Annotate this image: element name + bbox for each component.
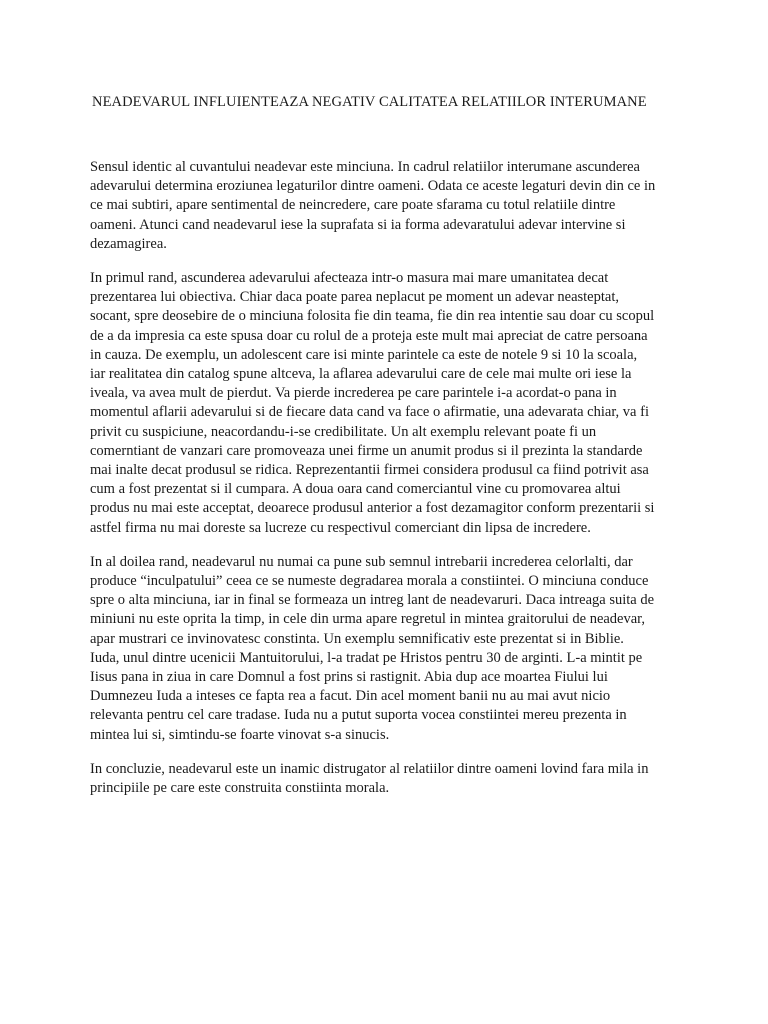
text-line: in cauza. De exemplu, un adolescent care isi minte parintele ca este de notele 9 si 10 la scoala, (90, 346, 638, 363)
text-line: produce “inculpatului” ceea ce se numeste degradarea morala a constiintei. O minciuna conduce (90, 573, 649, 590)
text-line: apar mustrari ce invinovatesc constinta. Un exemplu semnificativ este prezentat si in Biblie. (90, 630, 624, 647)
text-line: Dumnezeu Iuda a inteses ce fapta rea a facut. Din acel moment banii nu au mai avut nicio (90, 688, 611, 705)
text-line: In concluzie, neadevarul este un inamic distrugator al relatiilor dintre oameni lovind fara mila in (90, 760, 649, 777)
text-line: adevarului determina eroziunea legaturilor dintre oameni. Odata ce aceste legaturi devin din ce in (90, 178, 656, 195)
text-line: iveala, va avea mult de pierdut. Va pierde increderea pe care parintele i-a acordat-o pana in (90, 385, 617, 402)
text-line: principiile pe care este construita constiinta morala. (90, 780, 390, 797)
text-line: In primul rand, ascunderea adevarului afecteaza intr-o masura mai mare umanitatea decat (90, 270, 609, 287)
document-body (90, 158, 682, 813)
text-line: mintea lui si, simtindu-se foarte vinovat s-a sinucis. (90, 726, 390, 743)
text-line: astfel firma nu mai doreste sa lucreze cu respectivul comerciant din lipsa de incredere. (90, 519, 591, 536)
text-line: momentul aflarii adevarului si de fiecare data cand va face o afirmatie, una adevarata chiar, va fi (90, 404, 649, 421)
paragraph-first-argument (90, 269, 682, 538)
paragraph-second-argument (90, 553, 682, 745)
text-line: miniuni nu este oprita la timp, in cele din urma apare regretul in mintea graitorului de neadevar, (90, 611, 646, 628)
text-line: iar realitatea din catalog spune altceva, la aflarea adevarului care de cele mai multe ori iese la (90, 366, 632, 383)
paragraph-intro (90, 158, 682, 254)
text-line: prezentarea lui obiectiva. Chiar daca poate parea neplacut pe moment un adevar neasteptat, (90, 289, 619, 306)
text-line: mai inalte decat produsul se ridica. Reprezentantii firmei considera produsul ca fiind potrivit asa (90, 462, 649, 479)
paragraph-conclusion (90, 760, 682, 798)
text-line: Iisus pana in ziua in care Domnul a fost prins si rastignit. Abia dup ace moartea Fiului lui (90, 669, 608, 686)
text-line: oameni. Atunci cand neadevarul iese la suprafata si ia forma adevaratului adevar intervine si (90, 216, 626, 233)
document-title: NEADEVARUL INFLUIENTEAZA NEGATIV CALITATEA RELATIILOR INTERUMANE (92, 94, 647, 110)
text-line: de a da impresia ca este spusa doar cu rolul de a proteja este mult mai apreciat de catre persoana (90, 327, 648, 344)
text-line: dezamagirea. (90, 235, 167, 252)
text-line: socant, spre deosebire de o minciuna folosita fie din teama, fie din rea intentie sau doar cu scopul (90, 308, 655, 325)
text-line: Iuda, unul dintre ucenicii Mantuitorului, l-a tradat pe Hristos pentru 30 de arginti. L-a mintit pe (90, 649, 643, 666)
text-line: Sensul identic al cuvantului neadevar este minciuna. In cadrul relatiilor interumane ascunderea (90, 159, 640, 175)
text-line: relevanta pentru cel care tradase. Iuda nu a putut suporta vocea constiintei mereu prezenta in (90, 707, 627, 724)
text-line: In al doilea rand, neadevarul nu numai ca pune sub semnul intrebarii increderea celorlalti, dar (90, 553, 633, 570)
text-line: privit cu suspiciune, neacordandu-i-se credibilitate. Un alt exemplu relevant poate fi un (90, 423, 597, 440)
text-line: cum a fost prezentat si il cumpara. A doua oara cand comerciantul vine cu promovarea altui (90, 481, 621, 498)
text-line: spre o alta minciuna, iar in final se formeaza un intreg lant de neadevaruri. Daca intreaga suita de (90, 592, 655, 609)
text-line: comerntiant de vanzari care promoveaza unei firme un anumit produs si il prezinta la standarde (90, 442, 643, 459)
text-line: ce mai subtiri, apare sentimental de neincredere, care poate sfarama cu totul relatiile dintre (90, 197, 616, 214)
text-line: produs nu mai este acceptat, deoarece produsul anterior a fost dezamagitor conform prezentarii si (90, 500, 655, 517)
